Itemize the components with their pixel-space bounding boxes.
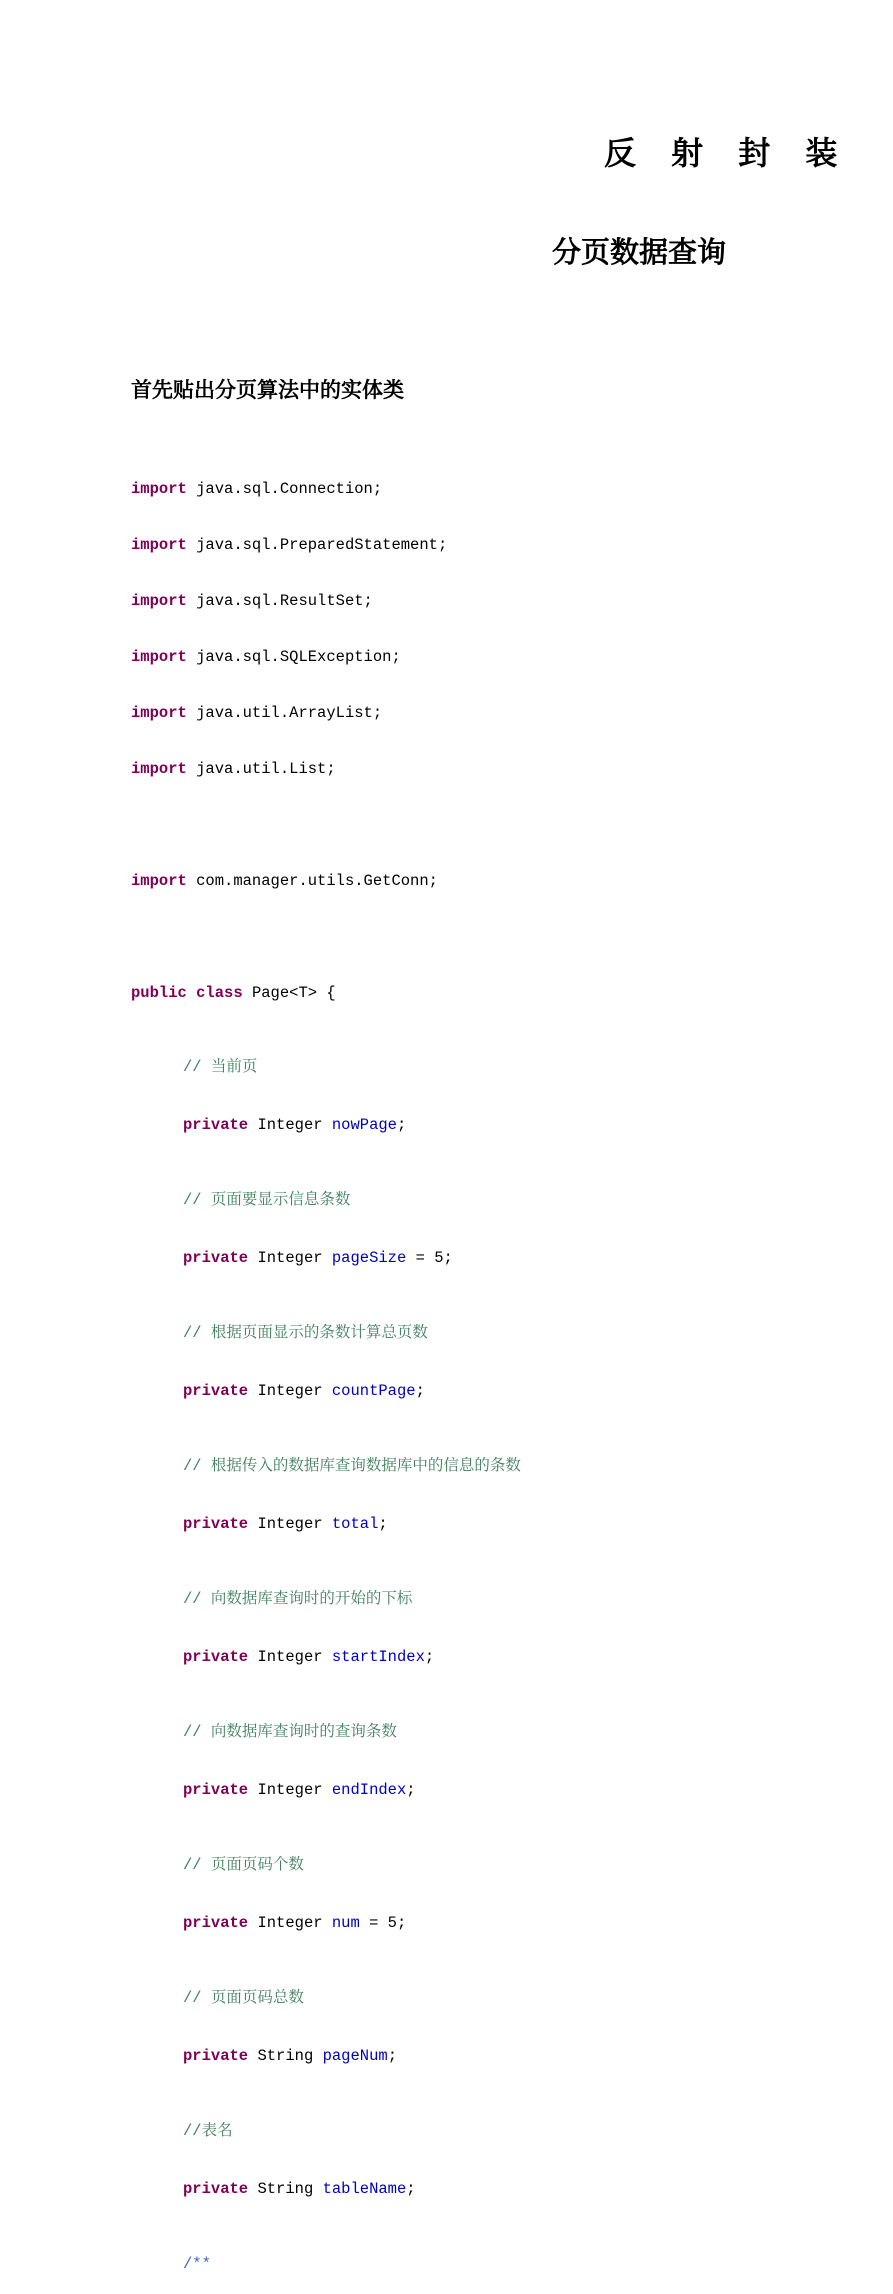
code-line-import <box>131 759 851 779</box>
code-block <box>131 443 851 2294</box>
code-line-import <box>131 703 851 723</box>
field-type: Integer <box>257 1381 323 1400</box>
field-type: Integer <box>257 1115 323 1134</box>
blank-line <box>131 927 851 947</box>
field-tail: ; <box>397 1115 407 1134</box>
field-type: String <box>257 2046 314 2065</box>
keyword: class <box>196 984 243 1002</box>
field-type: Integer <box>257 1913 323 1932</box>
code-line-import <box>131 479 851 499</box>
field-tail: ; <box>415 1381 425 1400</box>
field-name: pageSize <box>331 1248 407 1267</box>
keyword: private <box>183 1514 249 1533</box>
keyword: private <box>183 1381 249 1400</box>
keyword: private <box>183 2046 249 2065</box>
code-comment: // 页面要显示信息条数 <box>183 1191 351 1209</box>
code-comment: //表名 <box>183 2122 233 2140</box>
keyword: import <box>131 760 187 778</box>
code-line-field <box>131 1780 851 1802</box>
code-comment: // 页面页码总数 <box>183 1989 304 2007</box>
import-path: java.sql.ResultSet; <box>196 592 373 610</box>
keyword: import <box>131 704 187 722</box>
field-name: pageNum <box>322 2046 388 2065</box>
import-path: java.util.List; <box>196 760 336 778</box>
field-tail: ; <box>406 1780 416 1799</box>
code-line-field <box>131 1248 851 1270</box>
code-comment: // 当前页 <box>183 1058 258 1076</box>
import-path: com.manager.utils.GetConn; <box>196 872 438 890</box>
code-line-field <box>131 2179 851 2201</box>
field-tail: ; <box>424 1647 435 1666</box>
field-tail: ; <box>387 2046 397 2065</box>
keyword: public <box>131 984 187 1002</box>
keyword: private <box>183 1248 249 1267</box>
field-type: String <box>257 2179 314 2198</box>
keyword: import <box>131 592 187 610</box>
keyword: private <box>183 1115 249 1134</box>
class-name: Page<T> { <box>251 984 336 1002</box>
code-comment: // 页面页码个数 <box>183 1856 304 1874</box>
field-tail: = 5; <box>406 1248 453 1267</box>
import-path: java.sql.PreparedStatement; <box>196 536 448 554</box>
keyword: private <box>183 2179 249 2198</box>
section-heading: 首先贴出分页算法中的实体类 <box>131 378 404 402</box>
field-name: startIndex <box>331 1647 425 1666</box>
blank-line <box>131 815 851 835</box>
field-name: tableName <box>322 2179 407 2198</box>
code-comment: // 向数据库查询时的查询条数 <box>183 1723 397 1741</box>
field-name: endIndex <box>331 1780 407 1799</box>
import-path: java.sql.SQLException; <box>196 648 401 666</box>
import-path: java.util.ArrayList; <box>196 704 383 722</box>
field-tail: ; <box>406 2179 416 2198</box>
code-line-field <box>131 1514 851 1536</box>
field-type: Integer <box>257 1780 323 1799</box>
code-line-field <box>131 2046 851 2068</box>
document-subtitle: 分页数据查询 <box>552 235 727 269</box>
keyword: import <box>131 872 187 890</box>
keyword: import <box>131 480 187 498</box>
keyword: private <box>183 1647 249 1666</box>
code-line-import <box>131 871 851 891</box>
document-title: 反 射 封 装 <box>604 134 850 172</box>
field-type: Integer <box>257 1514 323 1533</box>
code-line-import <box>131 535 851 555</box>
field-name: total <box>331 1514 379 1533</box>
field-tail: ; <box>378 1514 388 1533</box>
keyword: private <box>183 1913 249 1932</box>
field-name: num <box>331 1913 360 1932</box>
field-name: nowPage <box>331 1115 397 1134</box>
code-line-class-declaration <box>131 983 851 1003</box>
keyword: import <box>131 536 187 554</box>
field-name: countPage <box>331 1381 416 1400</box>
javadoc-start: /** <box>183 2255 211 2273</box>
code-line-field <box>131 1381 851 1403</box>
code-line-field <box>131 1913 851 1935</box>
code-comment: // 向数据库查询时的开始的下标 <box>183 1590 413 1608</box>
code-line-field <box>131 1647 851 1669</box>
code-line-import <box>131 647 851 667</box>
field-tail: = 5; <box>359 1913 407 1932</box>
code-line-field <box>131 1115 851 1137</box>
field-type: Integer <box>257 1647 323 1666</box>
keyword: import <box>131 648 187 666</box>
field-type: Integer <box>257 1248 323 1267</box>
code-comment: // 根据页面显示的条数计算总页数 <box>183 1324 428 1342</box>
code-comment: // 根据传入的数据库查询数据库中的信息的条数 <box>183 1457 521 1475</box>
keyword: private <box>183 1780 249 1799</box>
code-line-import <box>131 591 851 611</box>
import-path: java.sql.Connection; <box>196 480 383 498</box>
